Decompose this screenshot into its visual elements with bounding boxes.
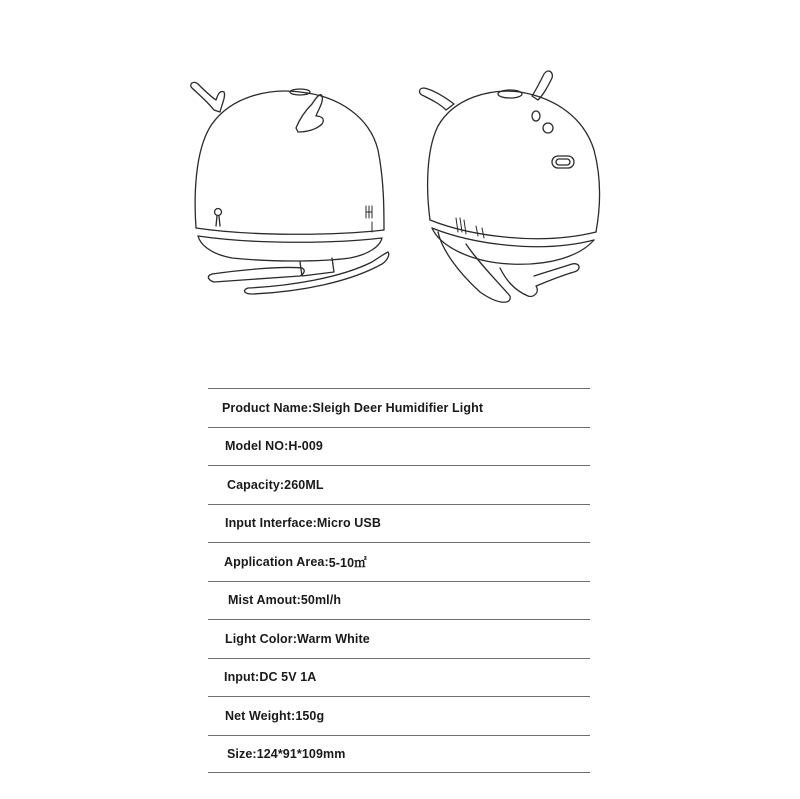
spec-label: Mist Amout: — [228, 593, 301, 608]
spec-row-product-name — [208, 388, 590, 427]
spec-value: 260ML — [284, 477, 324, 492]
spec-label: Model NO: — [225, 439, 289, 454]
spec-row-mist-amount — [208, 581, 590, 620]
spec-value: Micro USB — [316, 516, 381, 531]
spec-row-light-color — [208, 619, 590, 658]
spec-row-size — [208, 735, 590, 774]
spec-row-net-weight — [208, 696, 590, 735]
spec-row-model — [208, 427, 590, 466]
spec-label: Application Area: — [224, 554, 329, 569]
deer-front-view — [191, 82, 389, 294]
spec-table — [208, 388, 590, 773]
spec-label: Product Name: — [222, 400, 313, 415]
spec-value: Sleigh Deer Humidifier Light — [312, 400, 484, 415]
spec-row-input-interface — [208, 504, 590, 543]
spec-row-input — [208, 658, 590, 697]
spec-label: Capacity: — [227, 477, 285, 492]
spec-value: 50ml/h — [300, 593, 342, 608]
spec-label: Net Weight: — [225, 708, 296, 723]
spec-label: Light Color: — [225, 631, 298, 646]
spec-value: 124*91*109mm — [256, 746, 346, 761]
spec-row-capacity — [208, 465, 590, 504]
spec-label: Input Interface: — [225, 516, 317, 531]
spec-label: Size: — [227, 746, 257, 761]
spec-value: H-009 — [288, 439, 323, 454]
spec-value: DC 5V 1A — [259, 670, 317, 685]
spec-value: Warm White — [297, 631, 370, 646]
product-line-drawing — [0, 0, 800, 330]
spec-value: 150g — [295, 708, 325, 723]
spec-row-application-area — [208, 542, 590, 581]
deer-side-view — [420, 71, 600, 302]
spec-value: 5-10㎡ — [328, 555, 367, 570]
spec-label: Input: — [224, 670, 260, 685]
